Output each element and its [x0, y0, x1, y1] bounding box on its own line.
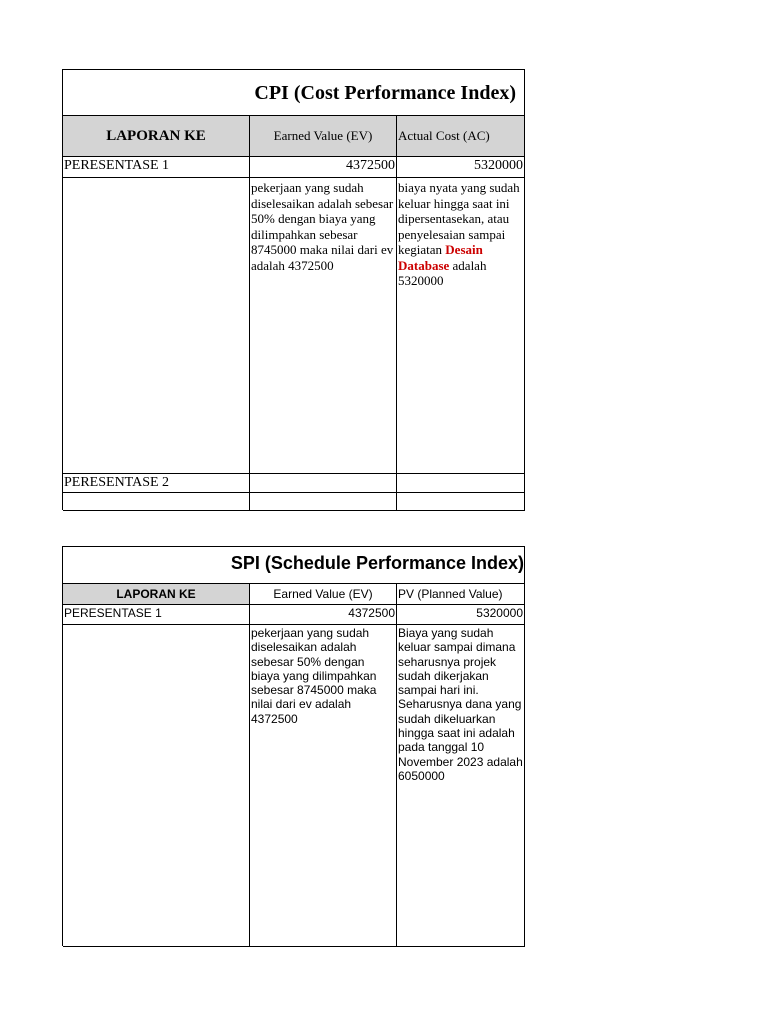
cpi-row1-label: PERESENTASE 1 [63, 157, 250, 178]
cpi-table [62, 69, 525, 510]
cpi-row3-ac-blank [397, 493, 525, 511]
cpi-header-ac: Actual Cost (AC) [397, 116, 525, 157]
spi-row1-blank [63, 625, 250, 947]
ac-desc-highlight: Desain Database [398, 242, 483, 273]
spi-row1-label: PERESENTASE 1 [63, 605, 250, 625]
spi-header-pv: PV (Planned Value) [397, 584, 525, 605]
spi-row1-pv-value: 5320000 [397, 605, 525, 625]
cpi-row1-ev-value: 4372500 [250, 157, 397, 178]
ac-desc-text-end: adalah 5320000 [398, 257, 487, 288]
cpi-header-laporan: LAPORAN KE [63, 116, 250, 157]
cpi-row3-ev-blank [250, 493, 397, 511]
spi-row1-ev-value: 4372500 [250, 605, 397, 625]
cpi-title: CPI (Cost Performance Index) [63, 70, 525, 116]
cpi-row2-ac-value [397, 474, 525, 493]
spi-header-laporan: LAPORAN KE [63, 584, 250, 605]
spi-header-ev: Earned Value (EV) [250, 584, 397, 605]
cpi-row1-ac-value: 5320000 [397, 157, 525, 178]
spi-table [62, 546, 525, 946]
cpi-row2-label: PERESENTASE 2 [63, 474, 250, 493]
spi-row1-pv-description: Biaya yang sudah keluar sampai dimana seharusnya projek sudah dikerjakan sampai hari ini. Seharusnya dana yang sudah dikeluarkan hingga saat ini adalah pada tanggal 10 November 2023 adalah 6050000 [397, 625, 525, 947]
spi-title: SPI (Schedule Performance Index) [63, 547, 525, 584]
ac-desc-text: biaya nyata yang sudah keluar hingga saat ini dipersentasekan, atau penyelesaian sampai kegiatan [398, 180, 520, 257]
cpi-row1-ev-description: pekerjaan yang sudah diselesaikan adalah sebesar 50% dengan biaya yang dilimpahkan sebesar 8745000 maka nilai dari ev adalah 4372500 [250, 178, 397, 474]
cpi-row1-blank [63, 178, 250, 474]
spi-row1-ev-description: pekerjaan yang sudah diselesaikan adalah sebesar 50% dengan biaya yang dilimpahkan sebesar 8745000 maka nilai dari ev adalah 4372500 [250, 625, 397, 947]
cpi-row1-ac-description [397, 178, 525, 474]
cpi-row2-ev-value [250, 474, 397, 493]
cpi-row3-blank [63, 493, 250, 511]
cpi-header-ev: Earned Value (EV) [250, 116, 397, 157]
